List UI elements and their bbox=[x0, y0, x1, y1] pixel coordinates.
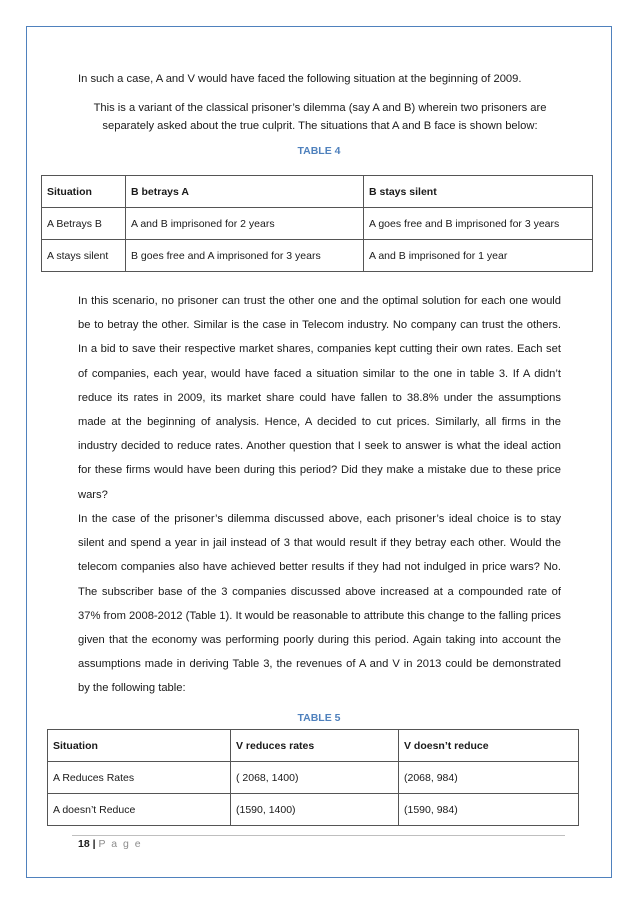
table5-header-cell: V doesn’t reduce bbox=[399, 730, 579, 762]
body-paragraph-2: In the case of the prisoner’s dilemma discussed above, each prisoner’s ideal choice is to stay silent and spend a year in jail instead of 3 that would result if they betray each other. Would the telecom companies also have achieved better results if they had not indulged in price wars? No. The subscriber base of the 3 companies discussed above increased at a compounded rate of 37% from 2008-2012 (Table 1). It would be reasonable to attribute this change to the falling prices given that the economy was performing poorly during this period. Again taking into account the assumptions made in deriving Table 3, the revenues of A and V in 2013 could be demonstrated by the following table: bbox=[78, 513, 561, 695]
variant-paragraph: This is a variant of the classical prisoner’s dilemma (say A and B) wherein two prisoners are separately asked about the true culprit. The situations that A and B face is shown below: bbox=[93, 102, 547, 132]
table-row bbox=[48, 762, 579, 794]
body-paragraph-1: In this scenario, no prisoner can trust the other one and the optimal solution for each one would be to betray the other. Similar is the case in Telecom industry. No company can trust the others. In a bid to save their respective market shares, companies kept cutting their own rates. Each set of companies, each year, would have faced a situation similar to the one in table 3. If A didn’t reduce its rates in 2009, its market share could have fallen to 38.8% under the assumptions made at the beginning of analysis. Hence, A decided to cut prices. Similarly, all firms in the industry decided to reduce rates. Another question that I seek to answer is what the ideal action for these firms would have been during this period? Did they make a mistake due to these price wars? bbox=[78, 295, 561, 501]
footer-divider bbox=[72, 835, 565, 836]
page-footer bbox=[78, 838, 142, 850]
table4-cell: A and B imprisoned for 1 year bbox=[364, 240, 593, 272]
page-number: 18 bbox=[78, 838, 90, 850]
intro-paragraph: In such a case, A and V would have faced the following situation at the beginning of 2009. bbox=[78, 73, 522, 85]
table4 bbox=[41, 175, 593, 272]
table5-cell: (1590, 1400) bbox=[231, 794, 399, 826]
page-label: P a g e bbox=[98, 838, 143, 850]
table4-cell: A Betrays B bbox=[42, 208, 126, 240]
table4-header-cell: B stays silent bbox=[364, 176, 593, 208]
table4-cell: B goes free and A imprisoned for 3 years bbox=[126, 240, 364, 272]
table4-header-cell: Situation bbox=[42, 176, 126, 208]
table5-cell: A doesn’t Reduce bbox=[48, 794, 231, 826]
table4-header-cell: B betrays A bbox=[126, 176, 364, 208]
table-row bbox=[42, 208, 593, 240]
table5-header-cell: V reduces rates bbox=[231, 730, 399, 762]
table5-cell: ( 2068, 1400) bbox=[231, 762, 399, 794]
table5-header-cell: Situation bbox=[48, 730, 231, 762]
table5-cell: (2068, 984) bbox=[399, 762, 579, 794]
footer-separator: | bbox=[92, 838, 96, 850]
table5 bbox=[47, 729, 579, 826]
table4-cell: A stays silent bbox=[42, 240, 126, 272]
table-row bbox=[42, 240, 593, 272]
table-row bbox=[48, 794, 579, 826]
table4-header-row bbox=[42, 176, 593, 208]
table4-caption: TABLE 4 bbox=[297, 145, 341, 157]
table5-caption: TABLE 5 bbox=[297, 712, 341, 724]
table4-cell: A and B imprisoned for 2 years bbox=[126, 208, 364, 240]
table5-cell: A Reduces Rates bbox=[48, 762, 231, 794]
table4-cell: A goes free and B imprisoned for 3 years bbox=[364, 208, 593, 240]
table5-cell: (1590, 984) bbox=[399, 794, 579, 826]
table5-header-row bbox=[48, 730, 579, 762]
